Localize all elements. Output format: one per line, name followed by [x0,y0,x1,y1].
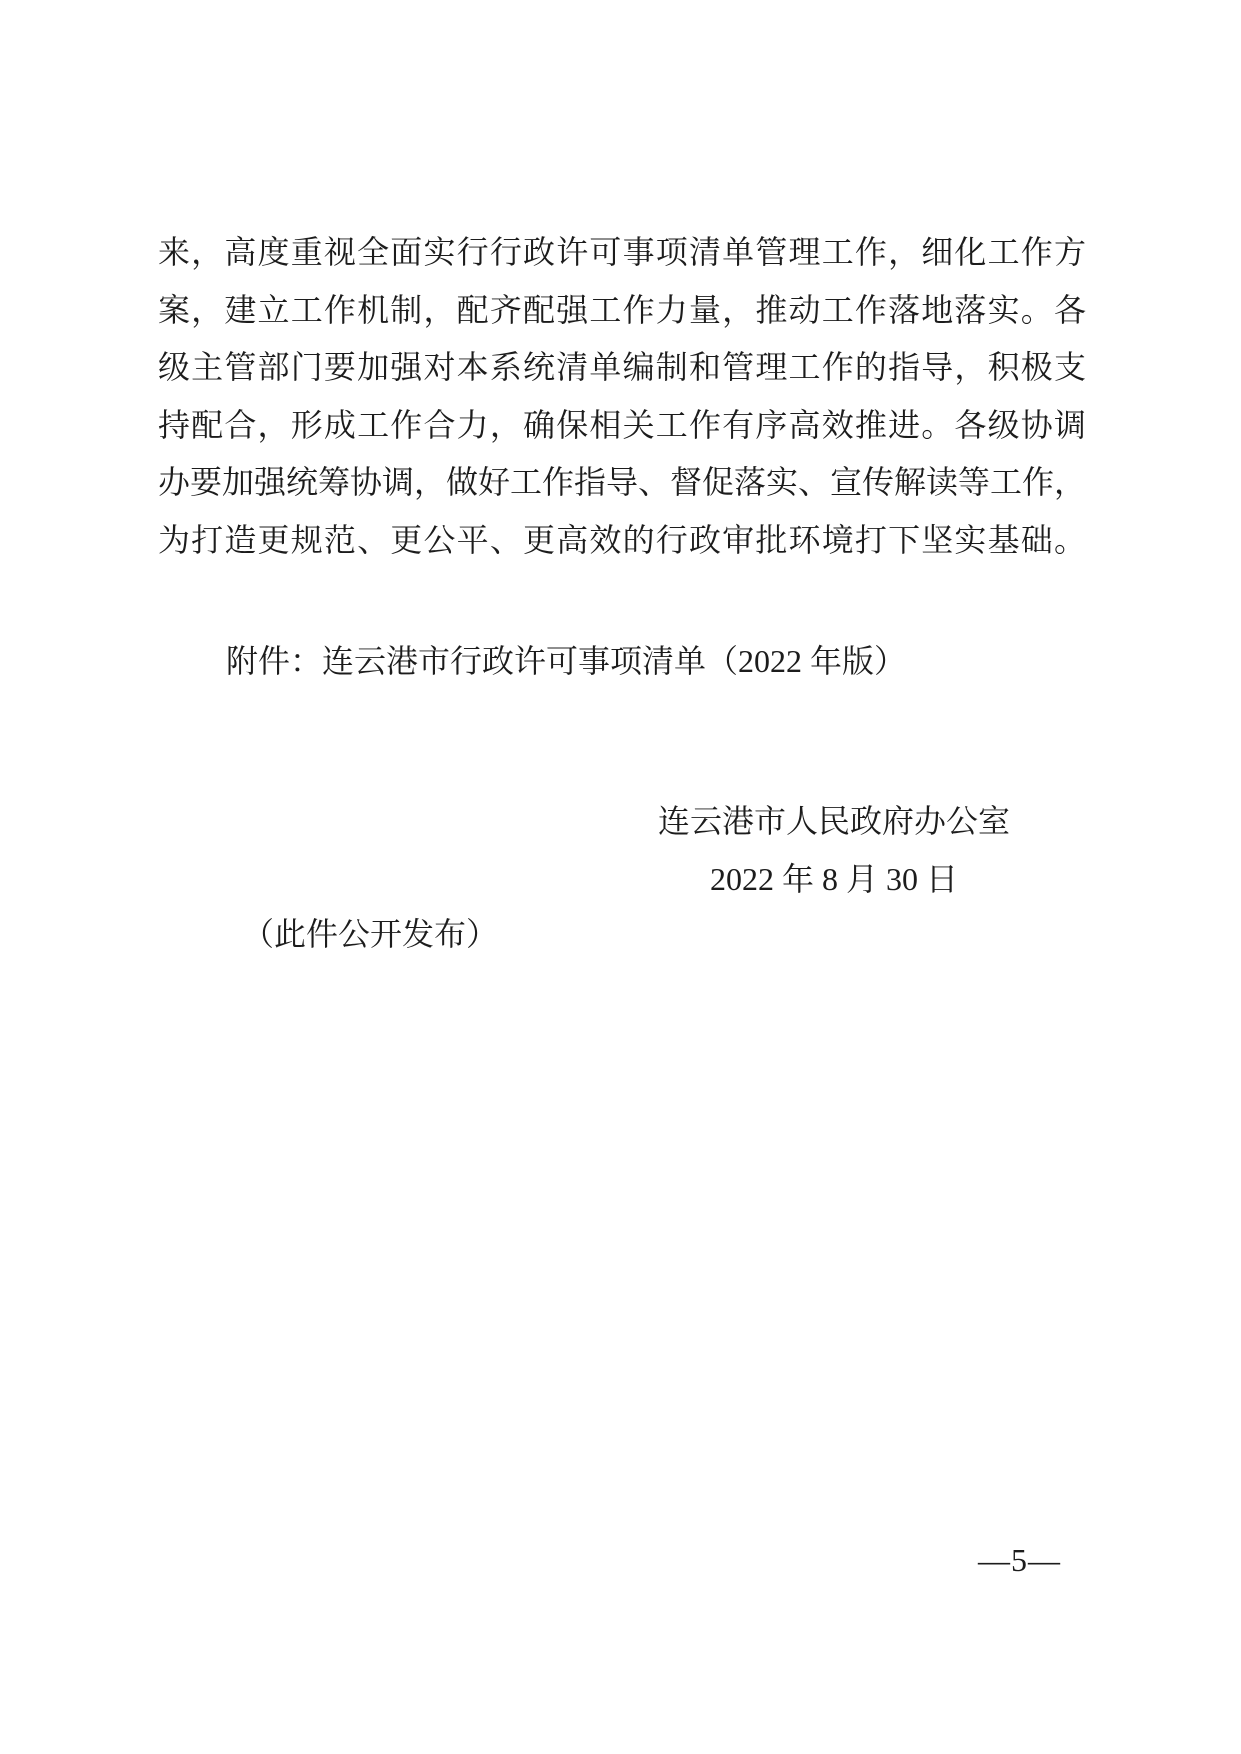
issue-date: 2022 年 8 月 30 日 [709,861,958,897]
issuer-name: 连云港市人民政府办公室 [658,803,1011,839]
body-paragraph [158,224,1086,569]
attachment-line: 附件：连云港市行政许可事项清单（2022 年版） [226,643,907,679]
publish-note: （此件公开发布） [242,916,499,952]
body-line-5: 办要加强统筹协调，做好工作指导、督促落实、宣传解读等工作， [158,464,1087,500]
body-line-4: 持配合，形成工作合力，确保相关工作有序高效推进。各级协调 [158,406,1086,443]
signature-block [658,792,1010,908]
body-line-6: 为打造更规范、更公平、更高效的行政审批环境打下坚实基础。 [158,521,1086,558]
body-line-1: 来，高度重视全面实行行政许可事项清单管理工作，细化工作方 [158,234,1086,270]
body-line-2: 案，建立工作机制，配齐配强工作力量，推动工作落地落实。各 [158,291,1086,328]
body-line-3: 级主管部门要加强对本系统清单编制和管理工作的指导，积极支 [158,349,1086,385]
page-number: —5— [978,1542,1061,1578]
